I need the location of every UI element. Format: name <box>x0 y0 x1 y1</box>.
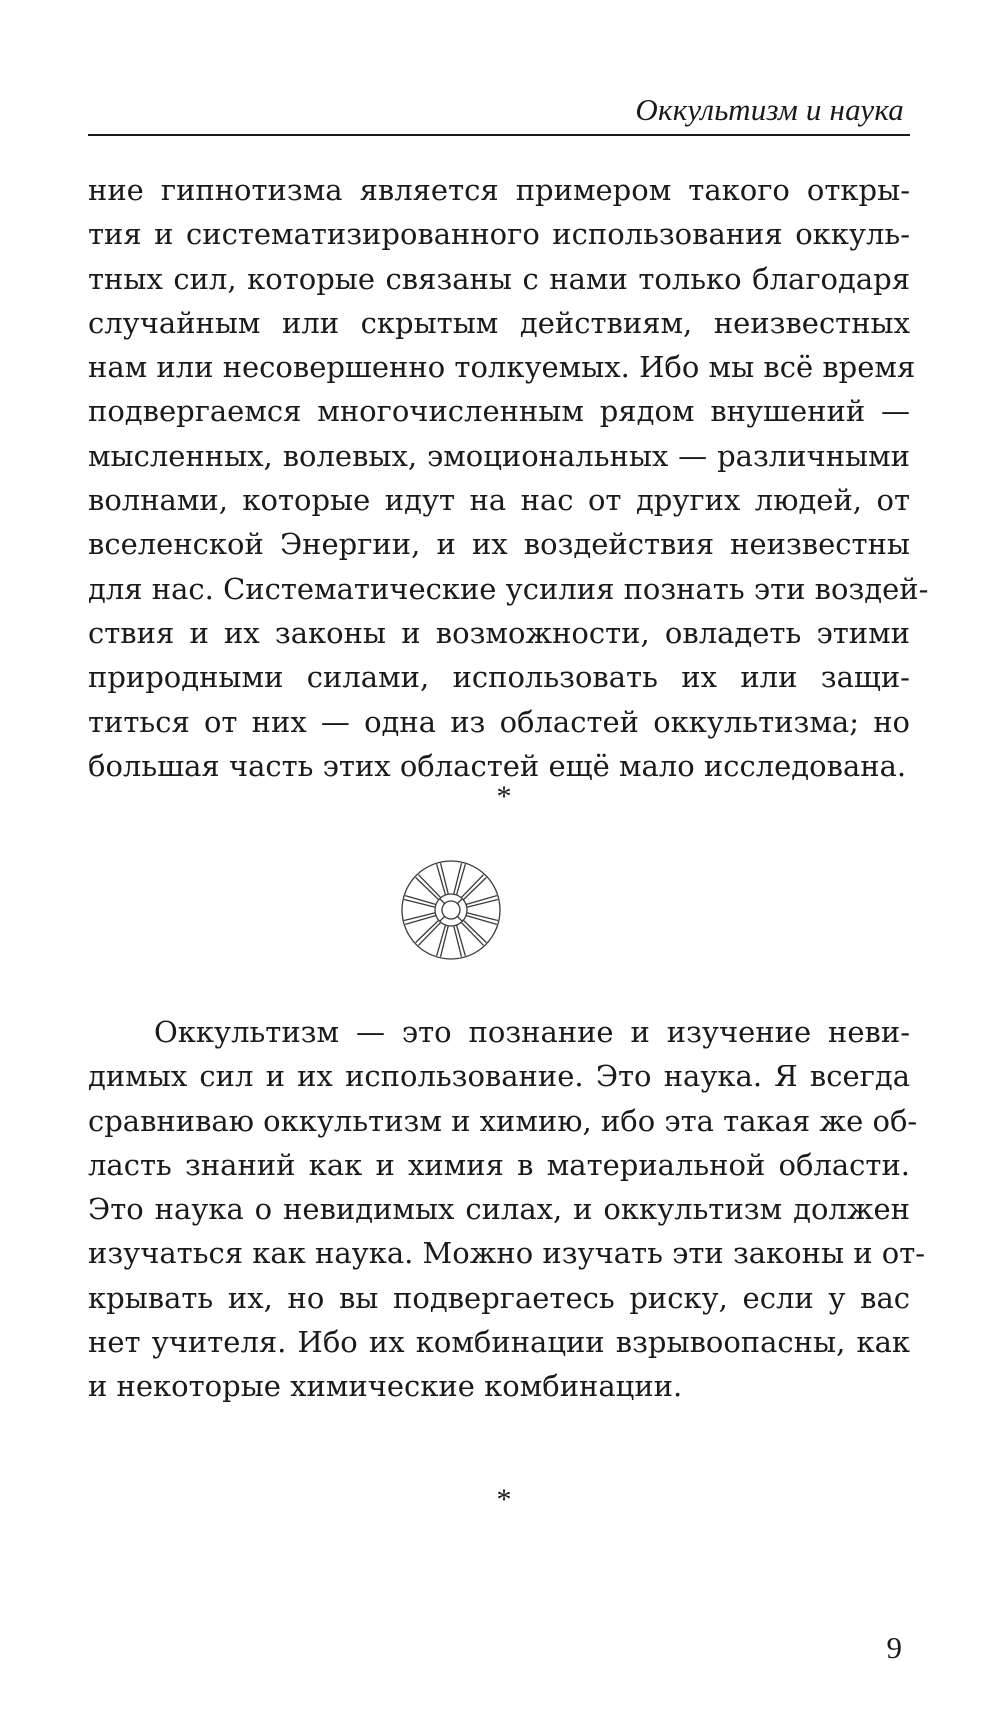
ornament-core-spoke <box>440 916 445 921</box>
text-line: изучаться как наука. Можно изучать эти законы и от- <box>88 1236 926 1271</box>
text-line: для нас. Систематические усилия познать эти воздей- <box>88 571 929 606</box>
ornament-core-spoke <box>457 899 462 904</box>
ornament-core-spoke <box>440 899 445 904</box>
text-line: волнами, которые идут на нас от других людей, от <box>88 483 910 518</box>
text-line: нам или несовершенно толкуемых. Ибо мы всё время <box>88 350 916 385</box>
text-line: тных сил, которые связаны с нами только благодаря <box>88 261 910 296</box>
text-line: ласть знаний как и химия в материальной области. <box>88 1147 910 1182</box>
lotus-ornament-icon <box>399 858 503 962</box>
paragraph-2 <box>88 1010 926 1409</box>
text-line: мысленных, волевых, эмоциональных — различными <box>88 438 910 473</box>
text-line: и некоторые химические комбинации. <box>88 1369 683 1404</box>
text-line: большая часть этих областей ещё мало исследована. <box>88 748 907 783</box>
section-separator-asterisk: * <box>496 780 512 813</box>
ornament-core-spoke <box>457 916 462 921</box>
section-separator-asterisk: * <box>496 1483 512 1516</box>
paragraph-1 <box>88 168 929 788</box>
text-line: ние гипнотизма является примером такого откры- <box>88 173 910 207</box>
text-line: ствия и их законы и возможности, овладеть этими <box>88 615 910 650</box>
text-line: сравниваю оккультизм и химию, ибо эта такая же об- <box>88 1103 918 1138</box>
text-line: вселенской Энергии, и их воздействия неизвестны <box>88 527 910 562</box>
text-line: тия и систематизированного использования оккуль- <box>88 217 910 252</box>
ornament-outer-circle <box>402 861 500 959</box>
page-number: 9 <box>886 1630 902 1665</box>
header-rule <box>88 134 910 136</box>
text-line: димых сил и их использование. Это наука. Я всегда <box>88 1059 910 1094</box>
running-head: Оккультизм и наука <box>635 92 904 127</box>
text-line: природными силами, использовать их или защи- <box>88 660 910 695</box>
text-line: подвергаемся многочисленным рядом внушений — <box>88 394 910 429</box>
text-line: Оккультизм — это познание и изучение неви- <box>154 1015 910 1049</box>
text-line: случайным или скрытым действиям, неизвестных <box>88 305 910 340</box>
ornament-core-circle <box>442 901 460 919</box>
text-line: титься от них — одна из областей оккультизма; но <box>88 704 910 739</box>
text-line: нет учителя. Ибо их комбинации взрывоопасны, как <box>88 1325 910 1360</box>
text-line: крывать их, но вы подвергаетесь риску, если у вас <box>88 1280 910 1315</box>
text-line: Это наука о невидимых силах, и оккультизм должен <box>88 1192 910 1227</box>
